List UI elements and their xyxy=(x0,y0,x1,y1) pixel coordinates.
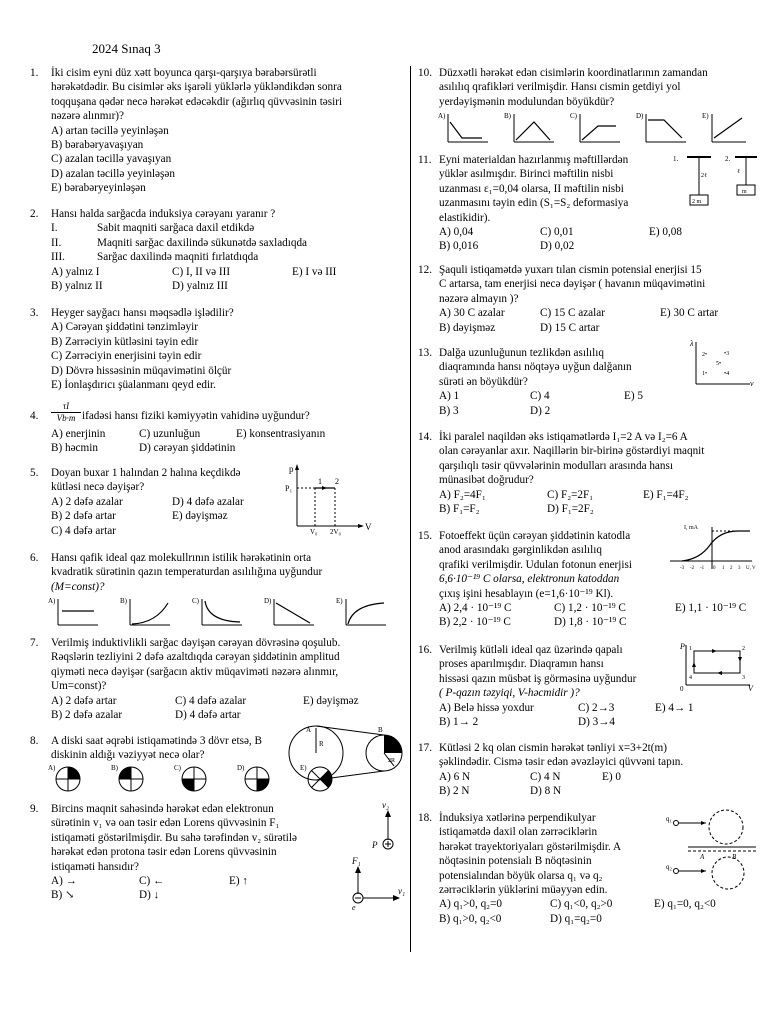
question-number: 7. xyxy=(30,637,39,649)
question-9 xyxy=(30,800,406,912)
text-line: kvadratik sürətinin qazın temperaturdan asılılığına uyğundur xyxy=(51,566,323,579)
question-number: 6. xyxy=(30,552,39,564)
question-5 xyxy=(30,466,402,538)
text-line: hərəkətdədir. Bu cisimlər əks işarəli yüklərlə yükləndikdən sonra xyxy=(51,81,342,94)
text-line: potensialından böyük olarsa q₁ və q₂ xyxy=(439,869,603,882)
disk-option-b[interactable] xyxy=(111,764,143,791)
question-16 xyxy=(418,643,756,729)
option-d[interactable]: D) Dövrə hissəsinin müqavimətini ölçür xyxy=(51,364,232,377)
option-d[interactable]: D) yalnız III xyxy=(172,279,228,292)
svg-text:2: 2 xyxy=(730,566,733,571)
option-e[interactable]: E) 30 C artar xyxy=(660,307,719,320)
text-line: zərrəciklərin yüklərini müəyyən edin. xyxy=(439,884,608,897)
text-line: Rəqslərin tezliyini 2 dəfə azaltdıqda cərəyan şiddətinin amplitud xyxy=(51,651,340,664)
option-c[interactable]: C) 2→3 xyxy=(578,701,615,714)
text-line: münasibət doğrudur? xyxy=(439,474,534,487)
graph-d[interactable] xyxy=(264,597,314,625)
text-line: elastikidir). xyxy=(439,211,491,224)
svg-text:m: m xyxy=(742,189,747,195)
question-number: 16. xyxy=(418,644,432,656)
option-a[interactable]: A) yalnız I xyxy=(51,265,100,278)
svg-text:v₂: v₂ xyxy=(382,800,390,810)
text-line: yerdəyişmənin modulundan böyükdür? xyxy=(439,95,615,108)
svg-text:2 m: 2 m xyxy=(692,199,702,205)
text-line: nöqtəsinin potensialı B nöqtəsinin xyxy=(439,855,592,868)
svg-text:2•: 2• xyxy=(702,352,708,358)
option-c[interactable]: C) 4 dəfə azalar xyxy=(175,694,247,707)
text-line: şəklindədir. Cismə təsir edən əvəzləyici qüvvəni tapın. xyxy=(439,756,684,769)
question-3 xyxy=(30,306,402,392)
answer-options xyxy=(439,389,756,418)
svg-text:C): C) xyxy=(192,597,199,605)
option-c[interactable]: C) 4 xyxy=(530,390,550,403)
svg-text:-3: -3 xyxy=(680,566,685,571)
question-13 xyxy=(418,339,756,418)
svg-text:-1: -1 xyxy=(700,566,705,571)
option-e[interactable]: E) 5 xyxy=(624,390,643,403)
graph-a[interactable] xyxy=(48,597,98,625)
svg-text:λ: λ xyxy=(690,339,694,348)
question-2 xyxy=(30,207,402,293)
question-number: 8. xyxy=(30,735,39,747)
svg-text:ℓ: ℓ xyxy=(737,169,740,175)
disk-option-d[interactable] xyxy=(237,764,269,791)
svg-text:A): A) xyxy=(48,764,56,772)
fraction-denominator: Vb·m xyxy=(56,413,76,423)
svg-text:A: A xyxy=(306,726,312,734)
option-c[interactable]: C) azalan təcillə yavaşıyan xyxy=(51,153,172,166)
option-d[interactable]: D) 4 dəfə artar xyxy=(175,709,241,722)
option-e[interactable]: E) konsentrasiyanın xyxy=(236,428,326,440)
graph-b[interactable] xyxy=(120,597,170,625)
graph-d[interactable] xyxy=(636,112,686,142)
text-line: kütləsi necə dəyişər? xyxy=(51,481,145,494)
question-number: 18. xyxy=(418,812,432,824)
question-12 xyxy=(418,263,756,335)
svg-text:B: B xyxy=(378,726,383,734)
question-text xyxy=(51,636,402,694)
question-number: 9. xyxy=(30,803,39,815)
svg-text:2ℓ: 2ℓ xyxy=(701,173,707,179)
question-number: 11. xyxy=(418,154,432,166)
question-number: 17. xyxy=(418,742,432,754)
svg-text:5•: 5• xyxy=(716,361,722,367)
pv-graph-q5 xyxy=(285,462,395,534)
text-line: sürətinin v₁ və oan təsir edən Lorens qüvvəsinin F₁ xyxy=(51,817,280,830)
svg-text:1•: 1• xyxy=(702,371,708,377)
svg-text:E): E) xyxy=(336,597,343,605)
answer-options xyxy=(51,265,402,294)
text-line: Hansı qafik ideal qaz molekullrının istilik hərəkətinin orta xyxy=(51,552,312,564)
state-2: 2 xyxy=(335,477,339,486)
lorentz-figure-q9 xyxy=(348,798,408,912)
statement-list xyxy=(51,221,402,264)
graph-e[interactable] xyxy=(336,597,386,625)
svg-text:B: B xyxy=(732,853,737,861)
answer-options xyxy=(51,694,402,723)
text-line: uzanmasını təyin edin (S₁=S₂ deformasiya xyxy=(439,197,629,210)
question-number: 14. xyxy=(418,431,432,443)
text-line: yüklər asılmışdır. Birinci məftilin nisbi xyxy=(439,168,614,181)
text-line: istiqaməti göstərilmişdir. Bu sahə tərəfindən v₂ sürətilə xyxy=(51,831,297,844)
text-line: A diski saat əqrəbi istiqamətində 3 dövr etsə, B xyxy=(51,735,262,747)
option-d[interactable]: D) 1,8 · 10⁻¹⁹ C xyxy=(554,616,627,629)
svg-text:I, mA: I, mA xyxy=(684,525,698,531)
statement-num: III. xyxy=(51,251,65,264)
option-a[interactable]: A) q₁>0, q₂=0 xyxy=(439,898,502,911)
text-line: proses aparılmışdır. Diaqramın hansı xyxy=(439,658,604,671)
option-e[interactable]: E) dəyişməz xyxy=(303,694,359,707)
option-e[interactable]: E) 1,1 · 10⁻¹⁹ C xyxy=(675,602,747,615)
option-a[interactable]: A) 1 xyxy=(439,390,460,403)
axis-label-v: V xyxy=(365,522,372,532)
option-e[interactable]: E) dəyişməz xyxy=(172,510,228,523)
photoeffect-graph-q15 xyxy=(666,523,758,575)
column-divider xyxy=(410,66,411,952)
option-c[interactable]: C) Zərrəciyin enerjisini təyin edir xyxy=(51,350,202,363)
question-number: 4. xyxy=(30,410,39,422)
option-c[interactable]: C) I, II və III xyxy=(172,265,231,278)
svg-text:U, V: U, V xyxy=(746,566,756,571)
text-line: Kütləsi 2 kq olan cismin hərəkət tənliyi x=3+2t(m) xyxy=(439,742,667,754)
question-15 xyxy=(418,525,756,630)
graph-c[interactable] xyxy=(570,112,620,142)
option-b[interactable]: B) bərabəryavaşıyan xyxy=(51,139,144,152)
svg-text:0: 0 xyxy=(713,566,716,571)
option-b[interactable]: B) Zərrəciyin kütləsini təyin edir xyxy=(51,335,199,348)
question-number: 12. xyxy=(418,264,432,276)
option-b[interactable]: B) 2,2 · 10⁻¹⁹ C xyxy=(439,616,511,629)
graph-e[interactable] xyxy=(702,112,746,142)
text-line: hərəkət trayektoriyaları göstərilmişdir. A xyxy=(439,840,622,853)
svg-text:C): C) xyxy=(174,764,181,772)
svg-text:D): D) xyxy=(237,764,245,772)
question-number: 3. xyxy=(30,307,39,319)
question-text xyxy=(439,430,756,488)
svg-text:ν: ν xyxy=(750,379,754,388)
option-d[interactable]: D) 0,02 xyxy=(540,240,575,253)
svg-text:v₁: v₁ xyxy=(398,886,406,896)
text-line: nəzərə alınmır)? xyxy=(51,110,124,123)
text-line: diskinin aldığı vəziyyət necə olar? xyxy=(51,749,205,762)
text-line: (M=const)? xyxy=(51,580,105,593)
option-e[interactable]: E) 0 xyxy=(602,770,621,783)
option-e[interactable]: E) ↑ xyxy=(229,875,248,888)
option-a[interactable]: A) 2 dəfə artar xyxy=(51,694,117,707)
option-b[interactable]: B) 3 xyxy=(439,404,459,417)
text-line: Bircins maqnit sahəsində hərəkət edən elektronun xyxy=(51,803,274,815)
option-c[interactable]: C) 4 N xyxy=(530,770,561,783)
option-b[interactable]: B) 2 N xyxy=(439,785,470,798)
text-line: qiyməti necə dəyişər (sarğacın aktiv müqaviməti nəzərə alınmır, xyxy=(51,665,339,678)
graph-c[interactable] xyxy=(192,597,242,625)
question-7 xyxy=(30,636,402,722)
question-6 xyxy=(30,551,402,605)
svg-text:e: e xyxy=(352,903,356,912)
option-a[interactable]: A) enerjinin xyxy=(51,428,106,440)
text-line: qarşılıqlı təsir qüvvələrinin modulları arasında hansı xyxy=(439,459,673,472)
question-number: 15. xyxy=(418,530,432,542)
svg-text:B): B) xyxy=(504,112,511,120)
option-e[interactable]: E) F₁=4F₂ xyxy=(643,488,689,501)
text-line: toqquşana qədər necə hərəkət edəcəkdir (ağırlıq qüvvəsinin təsiri xyxy=(51,95,343,108)
svg-text:2.: 2. xyxy=(725,155,731,163)
axis-label-p1: P₁ xyxy=(285,484,293,493)
svg-text:C): C) xyxy=(570,112,577,120)
svg-text:A): A) xyxy=(48,597,56,605)
graph-options-q6 xyxy=(48,595,393,631)
question-number: 5. xyxy=(30,467,39,479)
svg-text:P: P xyxy=(372,840,378,850)
text-line: asılılıq qrafikləri verilmişdir. Hansı cismin getdiyi yol xyxy=(439,81,681,94)
question-text: Hansı halda sarğacda induksiya cərəyanı yaranır ? xyxy=(51,208,276,220)
fraction-numerator: τI xyxy=(51,401,81,413)
tick-v0: V₀ xyxy=(310,528,318,536)
question-text xyxy=(439,263,756,306)
text-line: İki paralel naqildən əks istiqamətlərdə I₁=2 A və I₂=6 A xyxy=(439,431,688,443)
svg-text:E): E) xyxy=(300,764,307,772)
page-title: 2024 Sınaq 3 xyxy=(92,41,161,56)
svg-text:3: 3 xyxy=(742,675,745,681)
option-e[interactable]: E) 4→ 1 xyxy=(655,701,694,714)
svg-text:0: 0 xyxy=(680,685,684,693)
statement-num: I. xyxy=(51,222,58,235)
option-b[interactable]: B) 1→ 2 xyxy=(439,716,479,729)
option-c[interactable]: C) 0,01 xyxy=(540,226,574,239)
svg-text:D): D) xyxy=(264,597,272,605)
question-text-line: ifadəsi hansı fiziki kəmiyyətin vahidinə uyğundur? xyxy=(82,410,310,422)
text-line: nəzərə almayın )? xyxy=(439,292,519,305)
question-11 xyxy=(418,153,756,254)
option-d[interactable]: D) ↓ xyxy=(139,889,160,902)
svg-text:A): A) xyxy=(438,112,446,120)
svg-text:B): B) xyxy=(120,597,127,605)
option-a[interactable]: A) F₂=4F₁ xyxy=(439,488,486,501)
question-number: 13. xyxy=(418,347,432,359)
answer-options xyxy=(439,306,756,335)
text-line: İki cisim eyni düz xətt boyunca qarşı-qarşıya bərabərsürətli xyxy=(51,67,317,79)
graph-b[interactable] xyxy=(504,112,554,142)
answer-options xyxy=(51,427,402,456)
axis-label-p: p xyxy=(289,464,294,474)
text-line: Dalğa uzunluğunun tezlikdən asılılıq xyxy=(439,347,604,359)
option-c[interactable]: C) ← xyxy=(139,875,165,888)
question-4 xyxy=(30,403,402,456)
question-text xyxy=(439,741,756,770)
svg-text:D): D) xyxy=(636,112,644,120)
option-d[interactable]: D) 8 N xyxy=(530,785,562,798)
option-a[interactable]: A) 30 C azalar xyxy=(439,307,505,320)
text-line: Düzxətli hərəkət edən cisimlərin koordinatlarının zamandan xyxy=(439,67,708,79)
text-line: C artarsa, tam enerjisi necə dəyişər ( havanın müqavimətini xyxy=(439,278,706,291)
option-e[interactable]: E) İonlaşdırıcı şüalanmanı qeyd edir. xyxy=(51,379,216,392)
text-line: Fotoeffekt üçün cərəyan şiddətinin katodla xyxy=(439,530,631,542)
text-line: hərəkət edən protona təsir edən Lorens qüvvəsinin xyxy=(51,846,277,859)
particle-trajectory-figure-q18 xyxy=(666,807,756,891)
text-line: Doyan buxar 1 halından 2 halına keçdikdə xyxy=(51,467,241,479)
svg-text:1: 1 xyxy=(689,646,692,652)
option-c[interactable]: C) 15 C azalar xyxy=(540,307,605,320)
option-a[interactable]: A) 6 N xyxy=(439,770,471,783)
answer-options xyxy=(439,770,756,799)
svg-text:A: A xyxy=(700,853,705,861)
disk-option-a[interactable] xyxy=(48,764,80,791)
svg-text:2: 2 xyxy=(742,646,745,652)
svg-text:V: V xyxy=(748,684,753,693)
question-14 xyxy=(418,430,756,516)
svg-text:•3: •3 xyxy=(724,351,730,357)
text-line: sürəti ən böyükdür? xyxy=(439,375,528,388)
option-c[interactable]: C) 4 dəfə artar xyxy=(51,524,116,537)
svg-text:F₁: F₁ xyxy=(352,856,361,866)
text-line: İnduksiya xətlərinə perpendikulyar xyxy=(439,812,596,824)
option-d[interactable]: D) 15 C artar xyxy=(540,321,600,334)
option-b[interactable]: B) F₁=F₂ xyxy=(439,503,480,516)
question-10 xyxy=(418,66,756,120)
svg-text:1: 1 xyxy=(722,566,725,571)
option-a[interactable]: A) 2 dəfə azalar xyxy=(51,495,123,508)
text-line: Um=const)? xyxy=(51,680,107,693)
option-b[interactable]: B) q₁>0, q₂<0 xyxy=(439,912,502,925)
answer-options xyxy=(439,701,756,730)
text-line: istiqamətdə daxil olan zərrəciklərin xyxy=(439,826,598,839)
option-d[interactable]: D) F₁=2F₂ xyxy=(547,503,594,516)
svg-text:4: 4 xyxy=(689,675,692,681)
text-line: anod arasındakı gərginlikdən asılılıq xyxy=(439,544,602,557)
disk-option-e[interactable] xyxy=(300,764,332,791)
question-18 xyxy=(418,811,756,926)
pv-cycle-graph-q16 xyxy=(680,641,756,691)
question-number: 1. xyxy=(30,67,39,79)
option-a[interactable]: A) artan təcillə yeyinləşən xyxy=(51,124,169,137)
option-b[interactable]: B) ↘ xyxy=(51,889,75,902)
text-line: 6,6·10⁻¹⁹ C olarsa, elektronun katoddan xyxy=(439,573,620,586)
question-text xyxy=(51,551,402,594)
svg-text:R: R xyxy=(319,740,324,748)
option-a[interactable]: A) Cərəyan şiddətini tənzimləyir xyxy=(51,321,198,334)
svg-text:P: P xyxy=(680,642,685,651)
svg-text:B): B) xyxy=(111,764,118,772)
svg-text:1.: 1. xyxy=(673,155,679,163)
option-a[interactable]: A) 2,4 · 10⁻¹⁹ C xyxy=(439,602,512,615)
option-c[interactable]: C) uzunluğun xyxy=(139,428,201,440)
answer-options xyxy=(51,320,402,392)
answer-options xyxy=(439,897,756,926)
question-8 xyxy=(30,726,402,772)
question-text xyxy=(439,66,756,109)
text-line: Eyni materialdan hazırlanmış məftillərdən xyxy=(439,154,629,166)
text-line: Verilmiş induktivlikli sarğac dəyişən cərəyan dövrəsinə qoşulub. xyxy=(51,637,341,649)
state-1: 1 xyxy=(318,477,322,486)
text-line: Verilmiş kütləli ideal qaz üzərində qapalı xyxy=(439,644,623,656)
option-e[interactable]: E) bərabəryeyinləşən xyxy=(51,182,146,195)
text-line: Şaquli istiqamətdə yuxarı tılan cismin potensial enerjisi 15 xyxy=(439,264,702,276)
option-a[interactable]: A) 0,04 xyxy=(439,226,474,239)
option-c[interactable]: C) 1,2 · 10⁻¹⁹ C xyxy=(554,602,626,615)
svg-text:-2: -2 xyxy=(690,566,695,571)
text-line: uzanması ε₁=0,04 olarsa, II məftilin nisbi xyxy=(439,182,624,195)
wavelength-graph-q13 xyxy=(688,338,758,390)
option-d[interactable]: D) cərəyan şiddətinin xyxy=(139,442,236,455)
option-c[interactable]: C) F₂=2F₁ xyxy=(547,488,594,501)
option-b[interactable]: B) 2 dəfə artar xyxy=(51,510,116,523)
text-line: istiqaməti hansıdır? xyxy=(51,860,139,873)
answer-options xyxy=(51,124,402,196)
wire-figure-q11 xyxy=(673,153,757,213)
text-line: olan cərəyanlar axır. Naqillərin bir-birinə göstərdiyi maqnit xyxy=(439,445,705,458)
answer-options xyxy=(439,488,756,517)
statement-num: II. xyxy=(51,236,62,249)
question-text: Heyger sayğacı hansı məqsədlə işlədilir? xyxy=(51,307,234,319)
statement-text: Sarğac daxilində maqniti fırlatdıqda xyxy=(97,251,259,264)
svg-text:3: 3 xyxy=(738,566,741,571)
answer-options xyxy=(439,601,756,630)
text-line: ( P-qazın təzyiqi, V-həcmidir )? xyxy=(439,687,580,700)
disk-option-c[interactable] xyxy=(174,764,206,791)
tick-2v0: 2V₀ xyxy=(330,528,341,536)
option-b[interactable]: B) həcmin xyxy=(51,442,98,455)
option-b[interactable]: B) yalnız II xyxy=(51,279,103,292)
svg-text:E): E) xyxy=(702,112,709,120)
question-text xyxy=(51,66,402,124)
text-line: diaqramında hansı nöqtəyə uyğun dalğanın xyxy=(439,361,632,374)
question-text xyxy=(51,403,402,427)
option-d[interactable]: D) 3→4 xyxy=(578,716,615,729)
graph-a[interactable] xyxy=(438,112,488,142)
question-number: 10. xyxy=(418,67,432,79)
question-17 xyxy=(418,741,756,799)
option-e[interactable]: E) I və III xyxy=(292,265,337,278)
svg-text:q₁: q₁ xyxy=(666,815,672,823)
option-a[interactable]: A) → xyxy=(51,875,77,888)
question-1 xyxy=(30,66,402,196)
disk-options-q8 xyxy=(48,764,348,794)
text-line: hissəsi qazın müsbət iş görməsinə uyğundur xyxy=(439,672,637,685)
option-e[interactable]: E) 0,08 xyxy=(649,226,682,239)
option-e[interactable]: E) q₁=0, q₂<0 xyxy=(654,898,716,911)
option-b[interactable]: B) 0,016 xyxy=(439,240,479,253)
svg-text:•4: •4 xyxy=(724,371,730,377)
svg-text:q₂: q₂ xyxy=(666,863,672,871)
svg-text:2R: 2R xyxy=(388,758,396,764)
text-line: qrafiki verilmişdir. Udulan fotonun enerjisi xyxy=(439,558,632,571)
option-b[interactable]: B) 2 dəfə azalar xyxy=(51,709,123,722)
answer-options xyxy=(439,225,756,254)
option-b[interactable]: B) dəyişməz xyxy=(439,321,496,334)
option-c[interactable]: C) q₁<0, q₂>0 xyxy=(550,898,613,911)
option-d[interactable]: D) q₁=q₂=0 xyxy=(550,912,602,925)
graph-options-q10 xyxy=(438,110,748,146)
option-a[interactable]: A) Belə hissə yoxdur xyxy=(439,701,534,714)
text-line: çıxış işini hesablayın (e=1,6·10⁻¹⁹ Kl). xyxy=(439,587,614,600)
statement-text: Sabit maqniti sarğaca daxil etdikdə xyxy=(97,222,255,235)
option-d[interactable]: D) 4 dəfə azalar xyxy=(172,495,244,508)
statement-text: Maqniti sarğac daxilində sükunətdə saxladıqda xyxy=(97,236,308,249)
option-d[interactable]: D) azalan təcillə yeyinləşən xyxy=(51,167,175,180)
option-d[interactable]: D) 2 xyxy=(530,404,551,417)
question-number: 2. xyxy=(30,208,39,220)
